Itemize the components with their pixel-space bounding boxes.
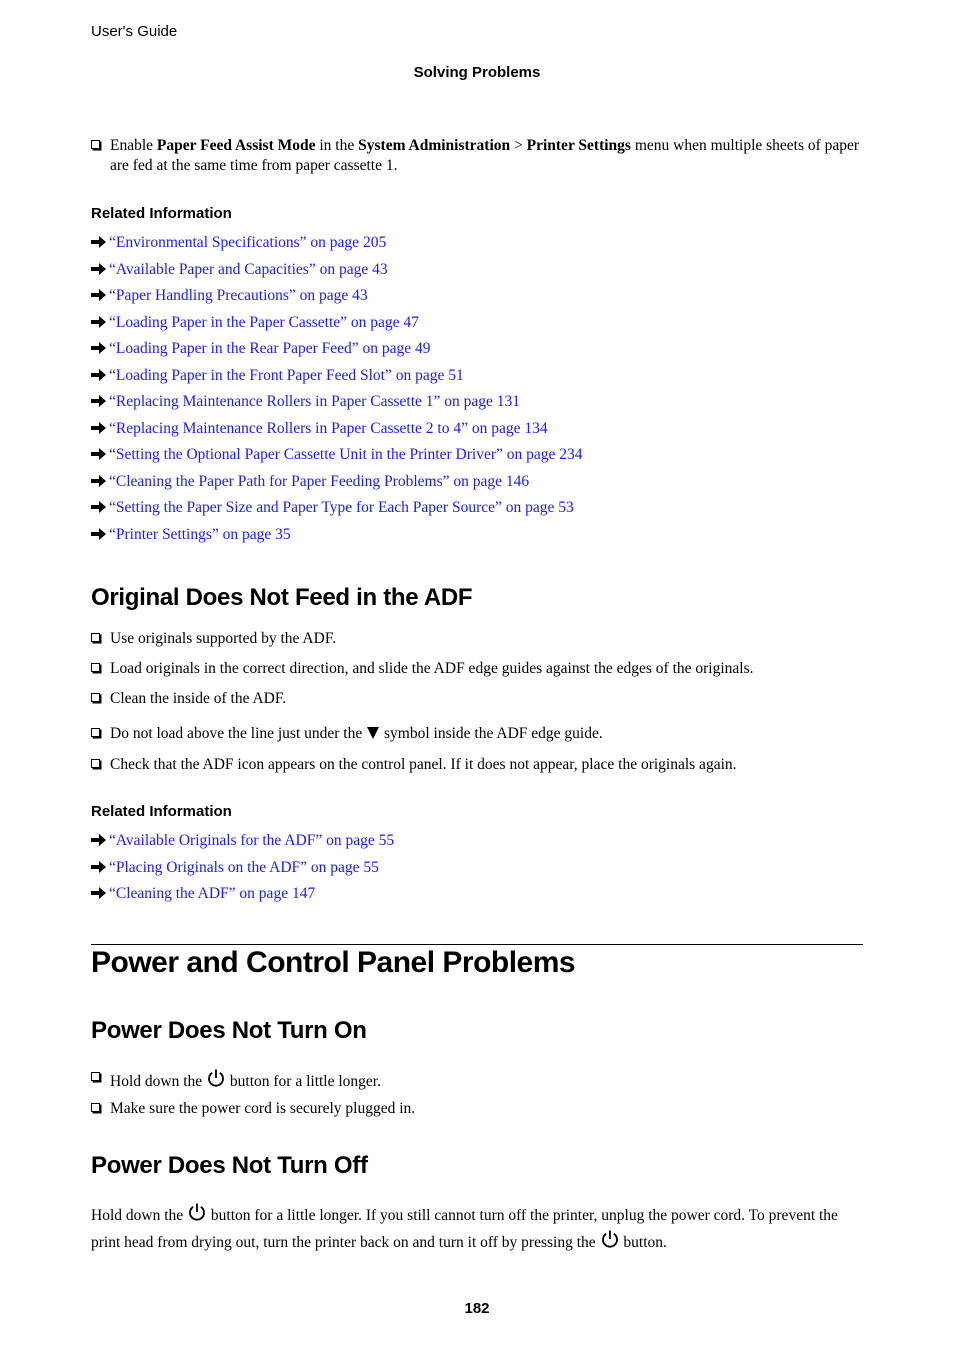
right-arrow-icon — [91, 395, 106, 407]
right-arrow-icon — [91, 289, 106, 301]
power-icon — [600, 1229, 620, 1249]
right-arrow-icon — [91, 501, 106, 513]
related-link[interactable] — [91, 366, 464, 386]
bullet-power-on-2: Make sure the power cord is securely plugged in. — [91, 1099, 866, 1119]
related-link[interactable] — [91, 831, 394, 851]
checkbox-icon — [91, 140, 100, 149]
related-info-title: Related Information — [91, 205, 232, 222]
related-link-text[interactable]: “Loading Paper in the Rear Paper Feed” on page 49 — [109, 340, 431, 357]
right-arrow-icon — [91, 236, 106, 248]
related-link[interactable] — [91, 339, 431, 359]
right-arrow-icon — [91, 528, 106, 540]
checkbox-icon — [91, 663, 100, 672]
related-link[interactable] — [91, 392, 520, 412]
right-arrow-icon — [91, 861, 106, 873]
bullet-adf-4: Do not load above the line just under the symbol inside the ADF edge guide. — [91, 724, 866, 744]
right-arrow-icon — [91, 448, 106, 460]
related-link[interactable] — [91, 884, 315, 904]
related-info-title-2: Related Information — [91, 803, 232, 820]
checkbox-icon — [91, 1072, 100, 1081]
heading-adf: Original Does Not Feed in the ADF — [91, 584, 473, 611]
related-link[interactable] — [91, 286, 368, 306]
related-link-text[interactable]: “Printer Settings” on page 35 — [109, 525, 291, 543]
page-number: 182 — [464, 1300, 490, 1317]
bullet-power-on-1: Hold down the button for a little longer. — [91, 1068, 866, 1092]
related-link-text[interactable]: “Replacing Maintenance Rollers in Paper Cassette 2 to 4” on page 134 — [109, 419, 548, 437]
right-arrow-icon — [91, 369, 106, 381]
related-link-text[interactable]: “Available Paper and Capacities” on page 43 — [109, 260, 388, 278]
heading-power-off: Power Does Not Turn Off — [91, 1152, 368, 1179]
checkbox-icon — [91, 728, 100, 737]
related-link[interactable] — [91, 498, 574, 518]
related-link[interactable] — [91, 313, 419, 333]
checkbox-icon — [91, 1103, 100, 1112]
checkbox-icon — [91, 633, 100, 642]
related-link-text[interactable]: “Cleaning the Paper Path for Paper Feeding Problems” on page 146 — [109, 472, 530, 490]
section-rule — [91, 944, 863, 945]
related-link-text[interactable]: “Replacing Maintenance Rollers in Paper Cassette 1” on page 131 — [109, 393, 521, 410]
power-icon — [206, 1068, 226, 1088]
related-link-text[interactable]: “Available Originals for the ADF” on page 55 — [109, 832, 395, 849]
checkbox-icon — [91, 759, 100, 768]
power-off-paragraph: Hold down the button for a little longer. If you still cannot turn off the printer, unplug the power cord. To prevent the print head from drying out, turn the printer back on and turn it off by pressing the button. — [91, 1202, 866, 1256]
right-arrow-icon — [91, 263, 106, 275]
related-link[interactable] — [91, 445, 583, 465]
heading-power-control: Power and Control Panel Problems — [91, 946, 576, 979]
checkbox-icon — [91, 693, 100, 702]
related-link[interactable] — [91, 858, 379, 878]
bullet-adf-3: Clean the inside of the ADF. — [91, 689, 866, 709]
bullet-adf-5: Check that the ADF icon appears on the control panel. If it does not appear, place the originals again. — [91, 755, 866, 775]
related-link-text[interactable]: “Placing Originals on the ADF” on page 55 — [109, 858, 379, 876]
related-link-text[interactable]: “Loading Paper in the Front Paper Feed Slot” on page 51 — [109, 366, 464, 384]
down-triangle-icon — [366, 726, 380, 740]
right-arrow-icon — [91, 887, 106, 899]
related-link[interactable] — [91, 419, 548, 439]
bullet-adf-2: Load originals in the correct direction, and slide the ADF edge guides against the edges of the originals. — [91, 659, 866, 679]
related-link-text[interactable]: “Environmental Specifications” on page 205 — [109, 234, 387, 251]
related-link-text[interactable]: “Setting the Optional Paper Cassette Unit in the Printer Driver” on page 234 — [109, 446, 583, 463]
right-arrow-icon — [91, 342, 106, 354]
related-link[interactable] — [91, 472, 529, 492]
right-arrow-icon — [91, 834, 106, 846]
bullet-paper-feed-assist: Enable Paper Feed Assist Mode in the System Administration > Printer Settings menu when multiple sheets of paper are fed at the same time from paper cassette 1. — [91, 136, 866, 176]
running-header: User's Guide — [91, 23, 178, 40]
right-arrow-icon — [91, 422, 106, 434]
right-arrow-icon — [91, 316, 106, 328]
related-link-text[interactable]: “Setting the Paper Size and Paper Type for Each Paper Source” on page 53 — [109, 499, 574, 516]
power-icon — [187, 1202, 207, 1222]
right-arrow-icon — [91, 475, 106, 487]
related-link[interactable] — [91, 525, 291, 545]
related-link[interactable] — [91, 260, 388, 280]
section-title: Solving Problems — [413, 64, 541, 81]
related-link[interactable] — [91, 233, 386, 253]
heading-power-on: Power Does Not Turn On — [91, 1017, 367, 1044]
related-link-text[interactable]: “Loading Paper in the Paper Cassette” on page 47 — [109, 313, 419, 331]
related-link-text[interactable]: “Paper Handling Precautions” on page 43 — [109, 287, 368, 304]
bullet-adf-1: Use originals supported by the ADF. — [91, 629, 866, 649]
related-link-text[interactable]: “Cleaning the ADF” on page 147 — [109, 885, 316, 902]
